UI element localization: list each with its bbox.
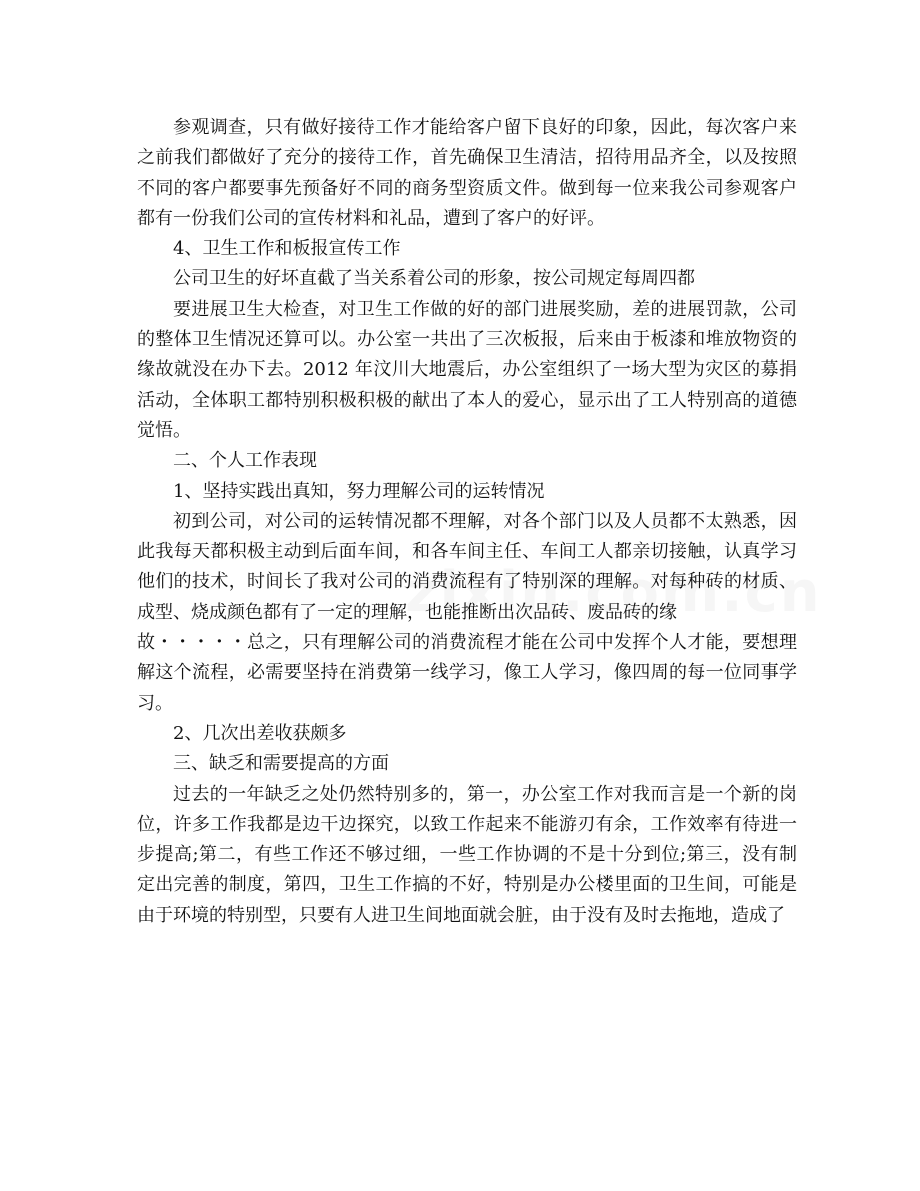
heading-hygiene-board: 4、卫生工作和板报宣传工作 bbox=[173, 238, 401, 260]
document-body bbox=[137, 113, 797, 931]
heading-practice: 1、坚持实践出真知，努力理解公司的运转情况 bbox=[173, 480, 545, 502]
paragraph-reception: 参观调查，只有做好接待工作才能给客户留下良好的印象，因此，每次客户来之前我们都做好了充分的接待工作，首先确保卫生清洁，招待用品齐全，以及按照不同的客户都要事先预备好不同的商务型资质文件。做到每一位来我公司参观客户都有一份我们公司的宣传材料和礼品，遭到了客户的好评。 bbox=[137, 117, 797, 229]
paragraph-practice-detail: 初到公司，对公司的运转情况都不理解，对各个部门以及人员都不太熟悉，因此我每天都积极主动到后面车间，和各车间主任、车间工人都亲切接触，认真学习他们的技术，时间长了我对公司的消费流程有了特别深的理解。对每种砖的材质、成型、烧成颜色都有了一定的理解，也能推断出次品砖、废品砖的缘 bbox=[137, 510, 797, 623]
heading-business-trips: 2、几次出差收获颇多 bbox=[173, 722, 347, 744]
paragraph-hygiene-intro: 公司卫生的好坏直截了当关系着公司的形象，按公司规定每周四都 bbox=[173, 268, 695, 290]
heading-shortcomings: 三、缺乏和需要提高的方面 bbox=[173, 753, 389, 775]
paragraph-practice-continued: 故・・・・・总之，只有理解公司的消费流程才能在公司中发挥个人才能，要想理解这个流程，必需要坚持在消费第一线学习，像工人学习，像四周的每一位同事学习。 bbox=[137, 632, 797, 714]
paragraph-shortcomings-detail: 过去的一年缺乏之处仍然特别多的，第一，办公室工作对我而言是一个新的岗位，许多工作我都是边干边探究，以致工作起来不能游刃有余，工作效率有待进一步提高;第二，有些工作还不够过细，一些工作协调的不是十分到位;第三，没有制定出完善的制度，第四，卫生工作搞的不好，特别是办公楼里面的卫生间，可能是由于环境的特别型，只要有人进卫生间地面就会脏，由于没有及时去拖地，造成了 bbox=[137, 783, 797, 926]
paragraph-hygiene-detail: 要进展卫生大检查，对卫生工作做的好的部门进展奖励，差的进展罚款，公司的整体卫生情况还算可以。办公室一共出了三次板报，后来由于板漆和堆放物资的缘故就没在办下去。2012 年汶川大地震后，办公室组织了一场大型为灾区的募捐活动，全体职工都特别积极积极的献出了本人的爱心，显示出了工人特别高的道德觉悟。 bbox=[137, 298, 797, 441]
heading-personal-performance: 二、个人工作表现 bbox=[173, 450, 317, 472]
